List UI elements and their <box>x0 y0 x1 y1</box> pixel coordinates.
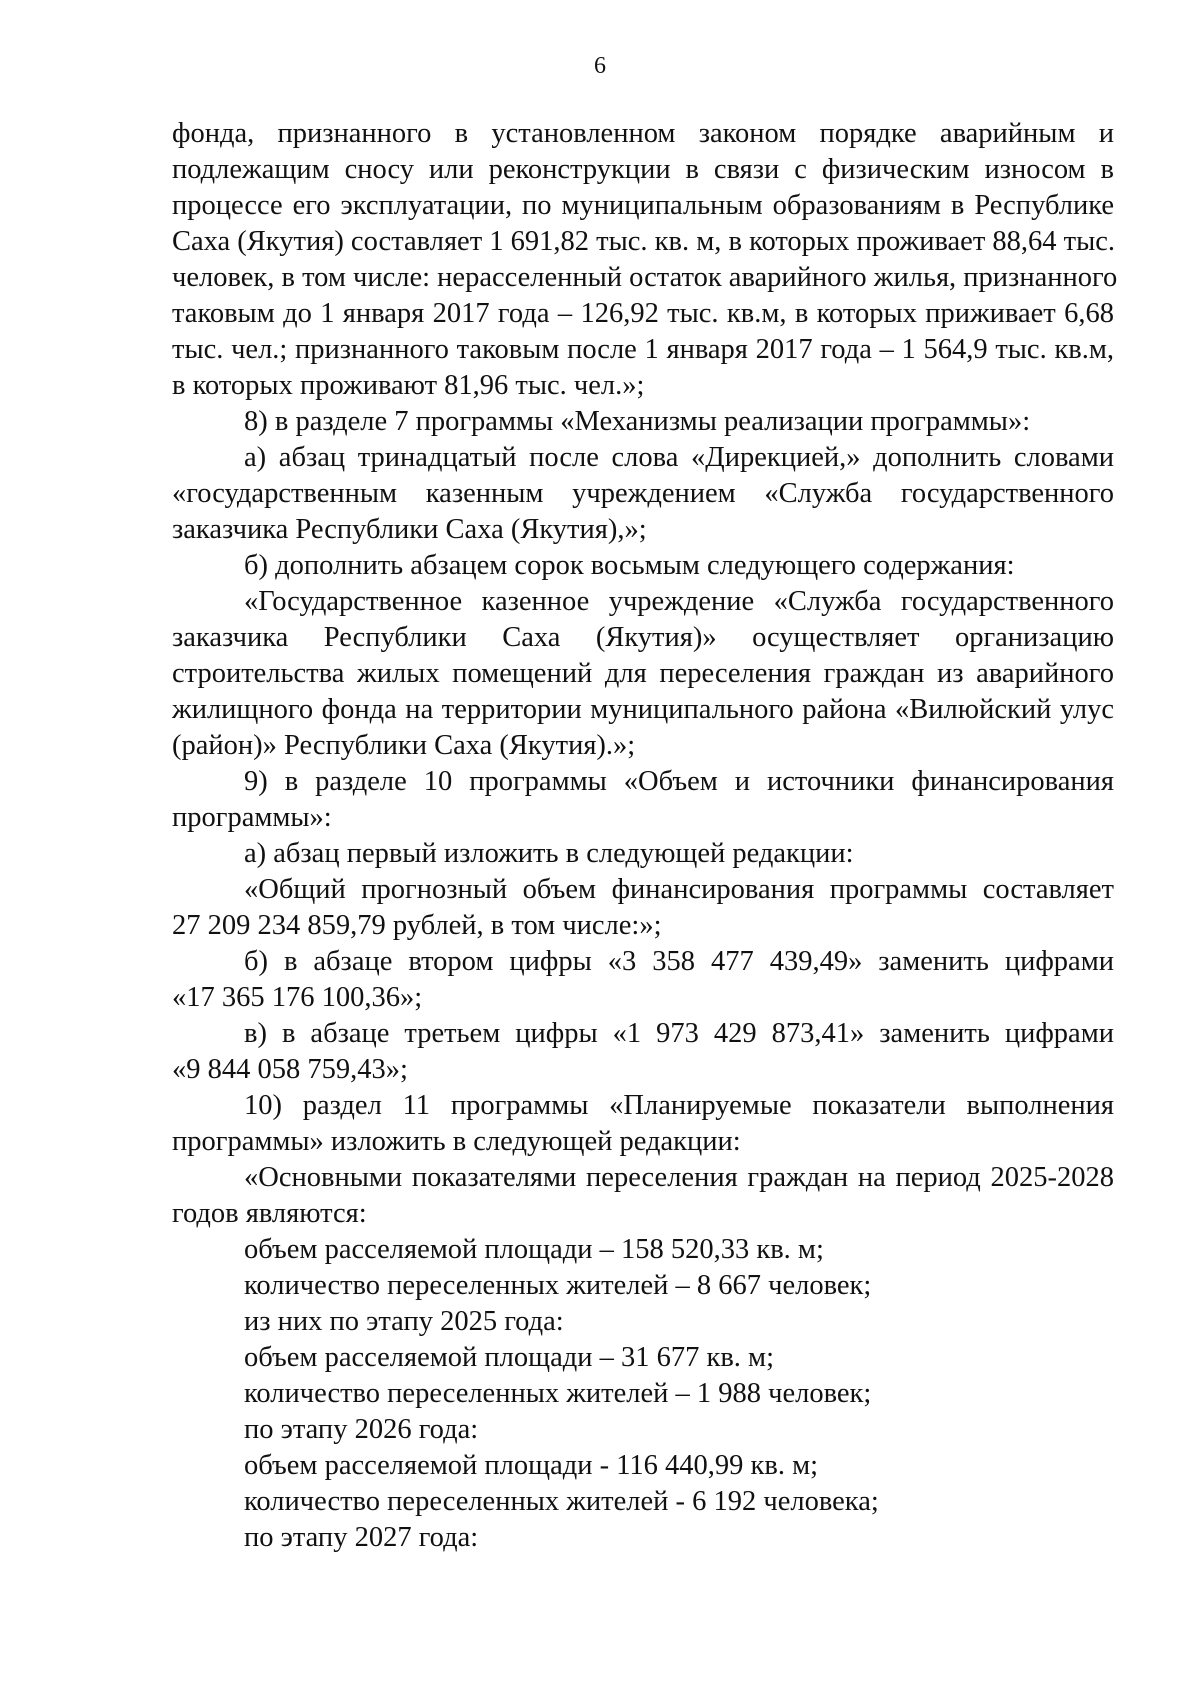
text-line: Саха (Якутия) составляет 1 691,82 тыс. кв. м, в которых проживает 88,64 тыс. <box>172 226 1116 257</box>
text-line: объем расселяемой площади – 158 520,33 кв. м; <box>244 1234 824 1265</box>
text-line: «17 365 176 100,36»; <box>172 982 423 1013</box>
text-line: объем расселяемой площади – 31 677 кв. м; <box>244 1342 775 1373</box>
text-line: строительства жилых помещений для переселения граждан из аварийного <box>172 658 1114 689</box>
text-line: «Государственное казенное учреждение «Служба государственного <box>244 586 1114 617</box>
text-line: тыс. чел.; признанного таковым после 1 января 2017 года – 1 564,9 тыс. кв.м, <box>172 334 1114 365</box>
text-line: фонда, признанного в установленном законом порядке аварийным и <box>172 118 1114 149</box>
text-line: процессе его эксплуатации, по муниципальным образованиям в Республике <box>172 190 1114 221</box>
text-line: «государственным казенным учреждением «Служба государственного <box>172 478 1114 509</box>
text-line: в которых проживают 81,96 тыс. чел.»; <box>172 370 645 401</box>
text-line: по этапу 2026 года: <box>244 1414 479 1445</box>
document-body <box>172 116 1118 1556</box>
text-line: заказчика Республики Саха (Якутия)» осуществляет организацию <box>172 622 1114 653</box>
text-line: объем расселяемой площади - 116 440,99 кв. м; <box>244 1450 819 1481</box>
page-number: 6 <box>594 53 606 79</box>
text-line: 9) в разделе 10 программы «Объем и источники финансирования <box>244 766 1114 797</box>
text-line: 8) в разделе 7 программы «Механизмы реализации программы»: <box>244 406 1031 437</box>
text-line: (район)» Республики Саха (Якутия).»; <box>172 730 636 761</box>
text-line: заказчика Республики Саха (Якутия),»; <box>172 514 647 545</box>
text-line: «Основными показателями переселения граждан на период 2025-2028 <box>244 1162 1114 1193</box>
text-line: количество переселенных жителей – 1 988 человек; <box>244 1378 872 1409</box>
text-line: б) в абзаце втором цифры «3 358 477 439,49» заменить цифрами <box>244 946 1114 977</box>
text-line: а) абзац тринадцатый после слова «Дирекцией,» дополнить словами <box>244 442 1114 473</box>
text-line: таковым до 1 января 2017 года – 126,92 тыс. кв.м, в которых приживает 6,68 <box>172 298 1114 329</box>
text-line: программы»: <box>172 802 332 833</box>
text-line: 10) раздел 11 программы «Планируемые показатели выполнения <box>244 1090 1114 1121</box>
text-line: количество переселенных жителей – 8 667 человек; <box>244 1270 872 1301</box>
text-line: б) дополнить абзацем сорок восьмым следующего содержания: <box>244 550 1015 581</box>
text-line: из них по этапу 2025 года: <box>244 1306 564 1337</box>
text-line: «Общий прогнозный объем финансирования программы составляет <box>244 874 1114 905</box>
text-line: человек, в том числе: нерасселенный остаток аварийного жилья, признанного <box>172 262 1118 293</box>
text-line: количество переселенных жителей - 6 192 человека; <box>244 1486 879 1517</box>
text-line: «9 844 058 759,43»; <box>172 1054 408 1085</box>
text-line: программы» изложить в следующей редакции: <box>172 1126 741 1157</box>
text-line: жилищного фонда на территории муниципального района «Вилюйский улус <box>172 694 1114 725</box>
text-line: 27 209 234 859,79 рублей, в том числе:»; <box>172 910 662 941</box>
text-line: в) в абзаце третьем цифры «1 973 429 873,41» заменить цифрами <box>244 1018 1114 1049</box>
text-line: годов являются: <box>172 1198 367 1229</box>
text-line: по этапу 2027 года: <box>244 1522 479 1553</box>
text-line: подлежащим сносу или реконструкции в связи с физическим износом в <box>172 154 1114 185</box>
text-line: а) абзац первый изложить в следующей редакции: <box>244 838 854 869</box>
